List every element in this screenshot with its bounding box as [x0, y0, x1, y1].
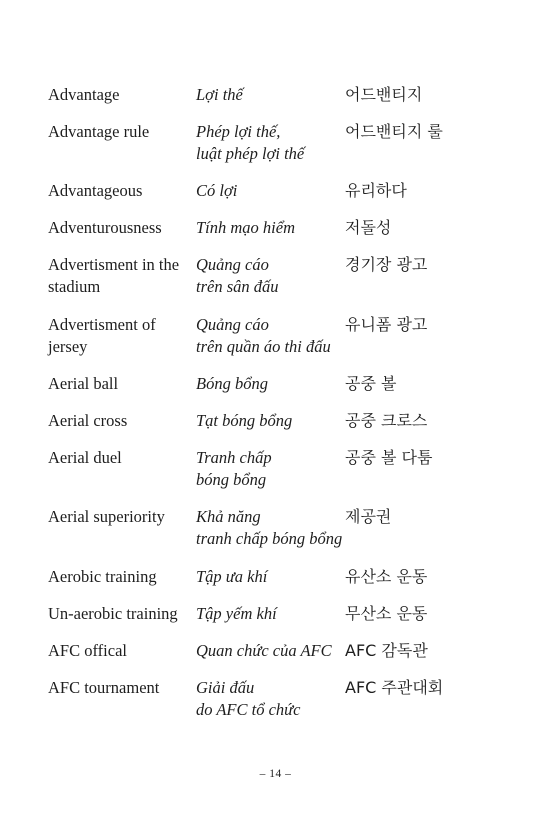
korean-term — [345, 410, 535, 432]
english-term — [48, 217, 194, 239]
korean-term-line: 유리하다 — [345, 181, 407, 200]
korean-term-line: AFC 주관대회 — [345, 678, 444, 697]
korean-term — [345, 603, 535, 625]
vietnamese-term-line: Tập ưa khí — [196, 567, 268, 586]
vietnamese-term-line: do AFC tổ chức — [196, 700, 301, 719]
english-term-line: Un-aerobic training — [48, 604, 178, 623]
vietnamese-term-line: trên sân đấu — [196, 277, 279, 296]
korean-term — [345, 180, 535, 202]
korean-term — [345, 254, 535, 276]
korean-term-line: 공중 크로스 — [345, 411, 428, 430]
english-term — [48, 373, 194, 395]
korean-term-line: 유산소 운동 — [345, 567, 428, 586]
vietnamese-term — [196, 217, 342, 239]
english-term-line: Advantage — [48, 85, 120, 104]
vietnamese-term-line: trên quần áo thi đấu — [196, 337, 331, 356]
english-term-line: Advantage rule — [48, 122, 150, 141]
korean-term-line: 제공권 — [345, 507, 392, 526]
english-term-line: jersey — [48, 337, 88, 356]
korean-term — [345, 506, 535, 528]
vietnamese-term — [196, 566, 342, 588]
english-term — [48, 84, 194, 106]
english-term-line: Aerial ball — [48, 374, 119, 393]
vietnamese-term — [196, 180, 342, 202]
korean-term — [345, 84, 535, 106]
english-term-line: AFC offical — [48, 641, 127, 660]
vietnamese-term-line: Tạt bóng bổng — [196, 411, 293, 430]
english-term — [48, 677, 194, 699]
vietnamese-term-line: bóng bổng — [196, 470, 267, 489]
vietnamese-term — [196, 603, 342, 625]
english-term — [48, 121, 194, 143]
page-number: – 14 – — [259, 768, 292, 780]
vietnamese-term-line: Bóng bổng — [196, 374, 268, 393]
english-term-line: Aerial superiority — [48, 507, 165, 526]
english-term — [48, 506, 194, 528]
vietnamese-term-line: Phép lợi thế, — [196, 122, 281, 141]
english-term-line: Aerial cross — [48, 411, 128, 430]
korean-term — [345, 677, 535, 699]
english-term-line: stadium — [48, 277, 101, 296]
korean-term-line: 공중 볼 — [345, 374, 397, 393]
english-term-line: AFC tournament — [48, 678, 160, 697]
vietnamese-term-line: Khả năng — [196, 507, 261, 526]
korean-term-line: 무산소 운동 — [345, 604, 428, 623]
korean-term — [345, 373, 535, 395]
korean-term — [345, 566, 535, 588]
english-term — [48, 447, 194, 469]
vietnamese-term-line: Giải đấu — [196, 678, 255, 697]
korean-term-line: AFC 감독관 — [345, 641, 428, 660]
english-term — [48, 314, 194, 358]
vietnamese-term-line: Tranh chấp — [196, 448, 272, 467]
english-term — [48, 566, 194, 588]
korean-term — [345, 447, 535, 469]
korean-term — [345, 217, 535, 239]
korean-term-line: 경기장 광고 — [345, 255, 428, 274]
vietnamese-term — [196, 84, 342, 106]
english-term-line: Aerobic training — [48, 567, 157, 586]
vietnamese-term — [196, 640, 342, 662]
vietnamese-term-line: tranh chấp bóng bổng — [196, 529, 343, 548]
english-term — [48, 180, 194, 202]
korean-term — [345, 121, 535, 143]
english-term — [48, 640, 194, 662]
vietnamese-term — [196, 254, 342, 298]
vietnamese-term-line: Tập yếm khí — [196, 604, 277, 623]
english-term — [48, 410, 194, 432]
vietnamese-term — [196, 506, 342, 550]
vietnamese-term-line: Quảng cáo — [196, 315, 269, 334]
korean-term-line: 어드밴티지 — [345, 85, 423, 104]
vietnamese-term — [196, 373, 342, 395]
vietnamese-term-line: luật phép lợi thế — [196, 144, 305, 163]
english-term-line: Aerial duel — [48, 448, 122, 467]
vietnamese-term — [196, 314, 342, 358]
korean-term — [345, 314, 535, 336]
korean-term-line: 공중 볼 다툼 — [345, 448, 433, 467]
korean-term-line: 저돌성 — [345, 218, 392, 237]
vietnamese-term — [196, 410, 342, 432]
korean-term-line: 어드밴티지 룰 — [345, 122, 443, 141]
vietnamese-term — [196, 677, 342, 721]
english-term — [48, 603, 194, 625]
english-term-line: Advantageous — [48, 181, 143, 200]
vietnamese-term-line: Tính mạo hiểm — [196, 218, 295, 237]
vietnamese-term — [196, 447, 342, 491]
english-term-line: Advertisment of — [48, 315, 156, 334]
korean-term — [345, 640, 535, 662]
vietnamese-term-line: Lợi thế — [196, 85, 243, 104]
korean-term-line: 유니폼 광고 — [345, 315, 428, 334]
vietnamese-term-line: Quảng cáo — [196, 255, 269, 274]
english-term-line: Advertisment in the — [48, 255, 180, 274]
english-term-line: Adventurousness — [48, 218, 162, 237]
vietnamese-term-line: Quan chức của AFC — [196, 641, 332, 660]
vietnamese-term-line: Có lợi — [196, 181, 238, 200]
english-term — [48, 254, 194, 298]
vietnamese-term — [196, 121, 342, 165]
